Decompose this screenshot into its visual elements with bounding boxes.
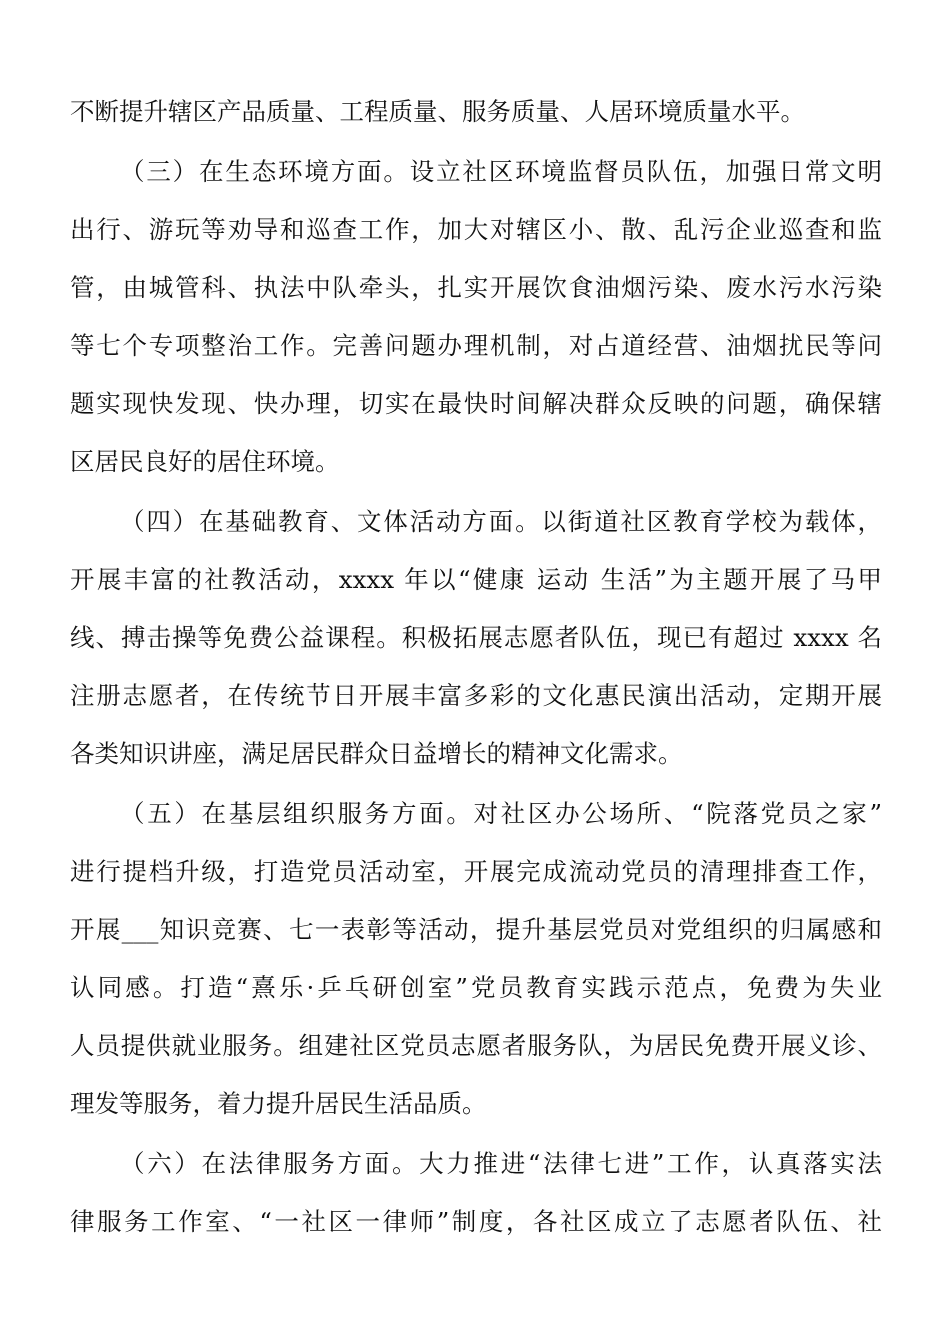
text-line: 律服务工作室、“一社区一律师”制度，各社区成立了志愿者队伍、社: [70, 1207, 882, 1236]
text-line: 题实现快发现、快办理，切实在最快时间解决群众反映的问题，确保辖: [70, 389, 882, 418]
text-line: 注册志愿者，在传统节日开展丰富多彩的文化惠民演出活动，定期开展: [70, 681, 882, 710]
text-line: （三）在生态环境方面。设立社区环境监督员队伍，加强日常文明: [120, 157, 882, 186]
text-line: 不断提升辖区产品质量、工程质量、服务质量、人居环境质量水平。: [70, 97, 805, 126]
text-line: 各类知识讲座，满足居民群众日益增长的精神文化需求。: [70, 739, 683, 768]
text-line: 认同感。打造“熹乐·乒乓研创室”党员教育实践示范点，免费为失业: [70, 973, 882, 1002]
text-line: 进行提档升级，打造党员活动室，开展完成流动党员的清理排查工作，: [70, 857, 882, 886]
text-line: 区居民良好的居住环境。: [70, 447, 340, 476]
text-line: 线、搏击操等免费公益课程。积极拓展志愿者队伍，现已有超过 xxxx 名: [70, 623, 882, 652]
text-line: （四）在基础教育、文体活动方面。以街道社区教育学校为载体，: [120, 507, 882, 536]
text-line: 人员提供就业服务。组建社区党员志愿者服务队，为居民免费开展义诊、: [70, 1031, 882, 1060]
text-line: 管，由城管科、执法中队牵头，扎实开展饮食油烟污染、废水污水污染: [70, 273, 882, 302]
text-line: 等七个专项整治工作。完善问题办理机制，对占道经营、油烟扰民等问: [70, 331, 882, 360]
text-line: （六）在法律服务方面。大力推进“法律七进”工作，认真落实法: [120, 1149, 882, 1178]
text-line: 开展___知识竞赛、七一表彰等活动，提升基层党员对党组织的归属感和: [70, 915, 882, 944]
text-line: 开展丰富的社教活动，xxxx 年以“健康 运动 生活”为主题开展了马甲: [70, 565, 882, 594]
text-line: 出行、游玩等劝导和巡查工作，加大对辖区小、散、乱污企业巡查和监: [70, 215, 882, 244]
text-line: 理发等服务，着力提升居民生活品质。: [70, 1089, 487, 1118]
text-line: （五）在基层组织服务方面。对社区办公场所、“院落党员之家”: [120, 799, 882, 828]
